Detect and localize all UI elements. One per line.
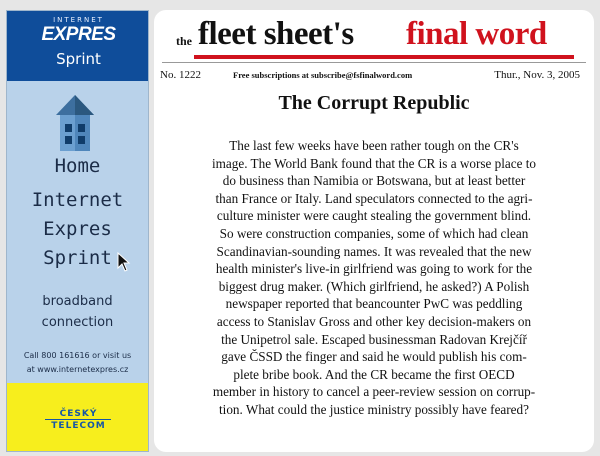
ad-brand-sub: Sprint [56,50,101,68]
article-headline: The Corrupt Republic [278,92,470,114]
issue-divider [162,62,586,63]
subscribe-line[interactable]: Free subscriptions at subscribe@fsfinalword.com [233,70,413,80]
sponsor-divider [45,419,111,420]
article-body [166,137,582,419]
article-line: do business than Namibia or Botswana, but at least better [222,173,526,189]
article-line: biggest drug maker. (Which girlfriend, he asked?) A Polish [218,278,530,294]
sponsor-line-1: ČESKÝ [59,409,98,419]
article-line: image. The World Bank found that the CR is a worse place to [211,155,537,171]
newsletter-panel [154,10,594,452]
ad-service-line-2: connection [41,315,114,330]
article-line: tion. What could the justice ministry possibly have feared? [219,401,529,417]
article-line: than France or Italy. Land speculators connected to the agri- [215,190,533,206]
article-line: newspaper reported that beancounter PwC was peddling [225,296,523,312]
sponsor-line-2: TELECOM [51,421,106,431]
article-line: the Unipetrol sale. Escaped businessman Radovan Krejčíř [221,331,527,347]
ad-product-line-3: Sprint [43,247,112,269]
ad-product-line-2: Expres [43,218,112,240]
cursor-icon [117,252,131,272]
house-icon [54,93,96,155]
article-line: member in history to cancel a peer-review session on corrup- [212,384,536,400]
masthead-the: the [176,34,192,48]
issue-date: Thur., Nov. 3, 2005 [494,69,580,81]
article-line: The last few weeks have been rather tough on the CR's [229,138,519,153]
ad-product-line-1: Internet [31,189,124,211]
article-line: So were construction companies, some of which had clean [219,225,529,241]
article-line: access to Stanislav Gross and other key decision-makers on [216,313,532,329]
article-line: Scandinavian-sounding names. It was revealed that the new [216,243,532,259]
ad-sponsor-banner [7,383,149,452]
article-line: culture minister were caught stealing the government blind. [216,208,532,224]
masthead-red-rule [194,55,574,59]
sidebar-ad[interactable] [6,10,149,452]
ad-call-line-2: at www.internetexpres.cz [26,365,129,374]
ad-call-line-1: Call 800 161616 or visit us [23,351,132,360]
masthead-final-word: final word [406,16,547,52]
masthead-fleet-sheet: fleet sheet's [198,16,354,52]
ad-top-small-text: INTERNET [53,16,104,24]
ad-brand-logo: EXPRES [41,24,116,45]
masthead [154,10,594,66]
article-line: health minister's live-in girlfriend was going to work for the [215,261,533,277]
ad-home-label: Home [54,155,101,177]
article-line: plete bribe book. And the CR became the first OECD [233,366,515,382]
ad-header [7,11,149,81]
article-line: gave ČSSD the finger and said he would publish his com- [221,349,527,365]
issue-number: No. 1222 [160,69,201,81]
ad-service-line-1: broadband [42,294,113,309]
